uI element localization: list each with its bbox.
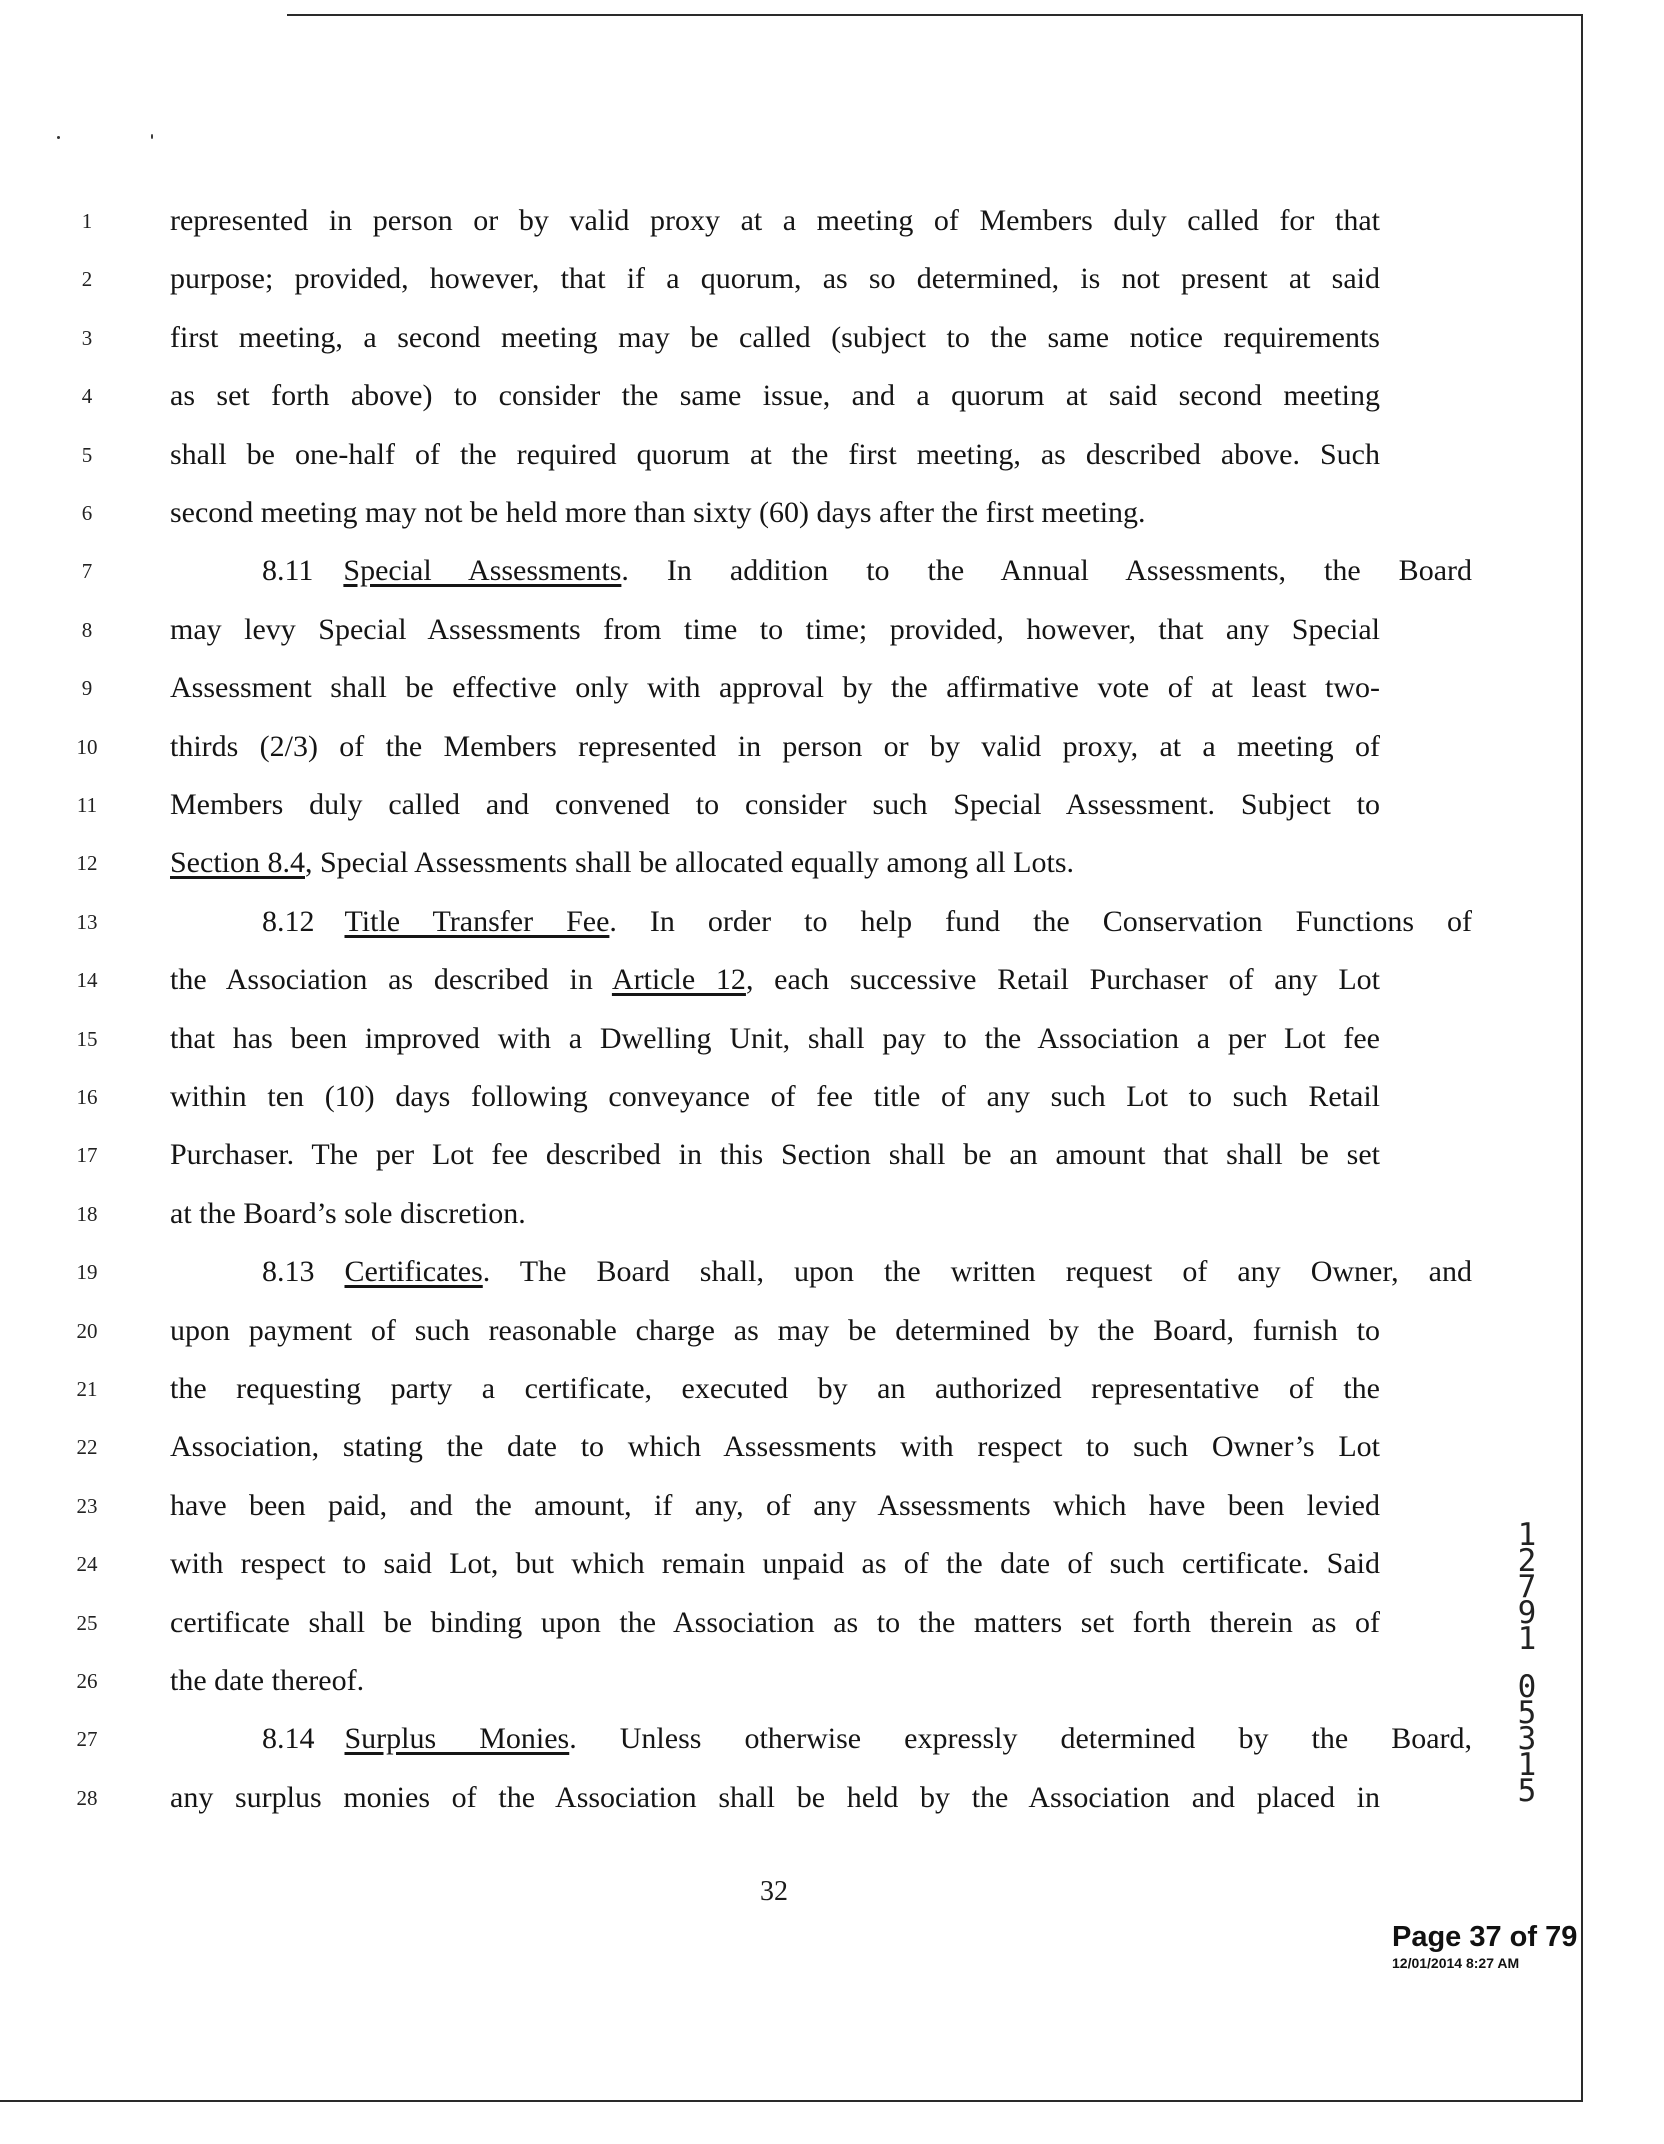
line-number: 27 xyxy=(76,1727,98,1752)
line-number: 26 xyxy=(76,1669,98,1693)
text-line xyxy=(0,309,1664,367)
line-text xyxy=(170,893,1472,951)
line-text-segment: the Association as described in xyxy=(170,963,612,997)
line-number: 15 xyxy=(76,1026,98,1051)
text-line xyxy=(0,893,1664,951)
line-text-segment: upon payment of such reasonable charge as may be determined by the Board, furnish to xyxy=(170,1313,1380,1347)
line-text xyxy=(170,1010,1380,1068)
line-number: 25 xyxy=(76,1610,98,1635)
text-line xyxy=(0,951,1664,1009)
line-text xyxy=(170,1652,1380,1710)
text-line xyxy=(0,367,1664,425)
line-text-segment: thirds (2/3) of the Members represented in person or by valid proxy, at a meeting of xyxy=(170,729,1380,763)
text-line xyxy=(0,1243,1664,1301)
document-id-part1: 1 2 7 9 1 xyxy=(1517,1517,1537,1657)
text-line xyxy=(0,718,1664,776)
line-number: 1 xyxy=(81,209,93,233)
text-line xyxy=(0,542,1664,600)
line-number: 8 xyxy=(81,617,93,642)
section-heading: Surplus Monies xyxy=(344,1722,570,1756)
scan-speck xyxy=(57,136,60,139)
line-text-segment: . Unless otherwise expressly determined by the Board, xyxy=(569,1722,1472,1756)
line-text xyxy=(170,834,1380,892)
section-heading: Title Transfer Fee xyxy=(344,904,610,938)
line-text xyxy=(170,367,1380,425)
line-text xyxy=(170,659,1380,717)
line-text xyxy=(170,1710,1472,1768)
text-line xyxy=(0,1535,1664,1593)
line-number: 24 xyxy=(76,1552,98,1577)
text-line xyxy=(0,426,1664,484)
line-text xyxy=(170,1769,1380,1827)
line-text-segment: . In addition to the Annual Assessments, the Board xyxy=(621,554,1472,588)
line-text xyxy=(170,776,1380,834)
line-text-segment: may levy Special Assessments from time to time; provided, however, that any Special xyxy=(170,612,1380,646)
line-text-segment: Assessment shall be effective only with approval by the affirmative vote of at least two- xyxy=(170,671,1380,705)
text-line xyxy=(0,484,1664,542)
line-number: 5 xyxy=(81,442,93,467)
section-heading: Special Assessments xyxy=(343,554,622,588)
line-text xyxy=(170,1126,1380,1184)
text-line xyxy=(0,1068,1664,1126)
line-text xyxy=(170,718,1380,776)
line-text-segment: as set forth above) to consider the same issue, and a quorum at said second meeting xyxy=(170,379,1380,413)
scan-border-bottom xyxy=(0,2100,1583,2102)
line-text xyxy=(170,309,1380,367)
line-number: 7 xyxy=(81,559,93,584)
line-text xyxy=(170,1477,1380,1535)
section-number: 8.11 xyxy=(262,554,314,588)
recording-stamp xyxy=(1392,1920,1592,1972)
text-line xyxy=(0,1418,1664,1476)
text-line xyxy=(0,1652,1664,1710)
line-text-segment: that has been improved with a Dwelling Unit, shall pay to the Association a per Lot fee xyxy=(170,1021,1380,1055)
text-line xyxy=(0,1360,1664,1418)
text-line xyxy=(0,1769,1664,1827)
line-number: 9 xyxy=(81,676,93,701)
text-line xyxy=(0,1185,1664,1243)
document-id-part2: 0 5 3 1 5 xyxy=(1517,1669,1537,1809)
line-number: 20 xyxy=(76,1318,98,1343)
line-number: 23 xyxy=(76,1493,98,1518)
text-line xyxy=(0,1010,1664,1068)
line-text-segment: have been paid, and the amount, if any, of any Assessments which have been levied xyxy=(170,1488,1380,1522)
line-text-segment: at the Board’s sole discretion. xyxy=(170,1196,526,1230)
line-text-segment: Purchaser. The per Lot fee described in this Section shall be an amount that shall be set xyxy=(170,1138,1380,1172)
line-text-segment: first meeting, a second meeting may be called (subject to the same notice requirements xyxy=(170,320,1380,354)
line-text xyxy=(170,1302,1380,1360)
text-line xyxy=(0,776,1664,834)
cross-reference: Section 8.4 xyxy=(170,846,305,880)
stamp-timestamp: 12/01/2014 8:27 AM xyxy=(1392,1955,1520,1971)
section-number: 8.12 xyxy=(262,904,315,938)
line-text xyxy=(170,1185,1380,1243)
line-text xyxy=(170,426,1380,484)
line-number: 2 xyxy=(81,267,93,292)
line-text xyxy=(170,1243,1472,1301)
text-line xyxy=(0,250,1664,308)
line-number: 21 xyxy=(76,1377,98,1401)
line-text-segment: the requesting party a certificate, executed by an authorized representative of the xyxy=(170,1372,1380,1405)
text-line xyxy=(0,659,1664,717)
line-text xyxy=(170,951,1380,1009)
line-number: 28 xyxy=(76,1785,98,1810)
line-text-segment: with respect to said Lot, but which remain unpaid as of the date of such certificate. Said xyxy=(170,1547,1380,1581)
text-line xyxy=(0,1126,1664,1184)
line-number: 13 xyxy=(76,909,98,934)
text-line xyxy=(0,1710,1664,1768)
line-number: 17 xyxy=(76,1143,98,1168)
scan-speck xyxy=(151,134,153,139)
section-heading: Certificates xyxy=(344,1255,483,1289)
line-text-segment: . The Board shall, upon the written request of any Owner, and xyxy=(482,1255,1472,1289)
line-number: 6 xyxy=(81,501,93,525)
line-text-segment: Members duly called and convened to consider such Special Assessment. Subject to xyxy=(170,788,1380,821)
line-text-segment: within ten (10) days following conveyance of fee title of any such Lot to such Retail xyxy=(170,1080,1380,1113)
text-line xyxy=(0,1594,1664,1652)
line-text-segment: second meeting may not be held more than sixty (60) days after the first meeting. xyxy=(170,496,1146,529)
line-text xyxy=(170,1360,1380,1418)
section-number: 8.14 xyxy=(262,1722,315,1756)
line-text xyxy=(170,484,1380,542)
text-line xyxy=(0,1477,1664,1535)
line-text xyxy=(170,1535,1380,1593)
line-text xyxy=(170,1068,1380,1126)
stamp-page-label: Page 37 of 79 xyxy=(1392,1921,1578,1953)
text-line xyxy=(0,1302,1664,1360)
line-text-segment: . In order to help fund the Conservation Functions of xyxy=(609,904,1472,938)
line-text-segment: the date thereof. xyxy=(170,1664,365,1697)
line-text-segment: Association, stating the date to which Assessments with respect to such Owner’s Lot xyxy=(170,1430,1380,1464)
line-number: 18 xyxy=(76,1201,98,1226)
line-number: 14 xyxy=(76,968,98,993)
line-text-segment: purpose; provided, however, that if a quorum, as so determined, is not present at said xyxy=(170,262,1380,296)
section-number: 8.13 xyxy=(262,1255,315,1289)
text-line xyxy=(0,192,1664,250)
line-text xyxy=(170,192,1380,250)
line-text xyxy=(170,601,1380,659)
text-line xyxy=(0,601,1664,659)
line-text xyxy=(170,542,1472,600)
text-line xyxy=(0,834,1664,892)
line-number: 11 xyxy=(76,793,98,817)
scan-border-top xyxy=(287,14,1582,16)
line-text xyxy=(170,1594,1380,1652)
line-text xyxy=(170,250,1380,308)
line-number: 12 xyxy=(76,851,98,876)
line-number: 3 xyxy=(81,325,93,350)
line-number: 16 xyxy=(76,1085,98,1109)
line-text-segment: , each successive Retail Purchaser of any Lot xyxy=(745,963,1380,997)
line-text-segment: shall be one-half of the required quorum at the first meeting, as described above. Such xyxy=(170,437,1380,471)
line-number: 19 xyxy=(76,1260,98,1285)
line-text xyxy=(170,1418,1380,1476)
line-text-segment: certificate shall be binding upon the Association as to the matters set forth therein as of xyxy=(170,1605,1380,1639)
line-text-segment: any surplus monies of the Association shall be held by the Association and placed in xyxy=(170,1780,1380,1814)
line-number: 4 xyxy=(81,384,93,409)
line-number: 22 xyxy=(76,1435,98,1460)
line-text-segment: represented in person or by valid proxy at a meeting of Members duly called for that xyxy=(170,204,1380,237)
line-number: 10 xyxy=(76,734,98,759)
recording-document-id xyxy=(1512,1517,1542,1809)
line-text-segment: , Special Assessments shall be allocated equally among all Lots. xyxy=(305,846,1074,880)
cross-reference: Article 12 xyxy=(611,963,746,997)
page-number: 32 xyxy=(760,1876,788,1907)
